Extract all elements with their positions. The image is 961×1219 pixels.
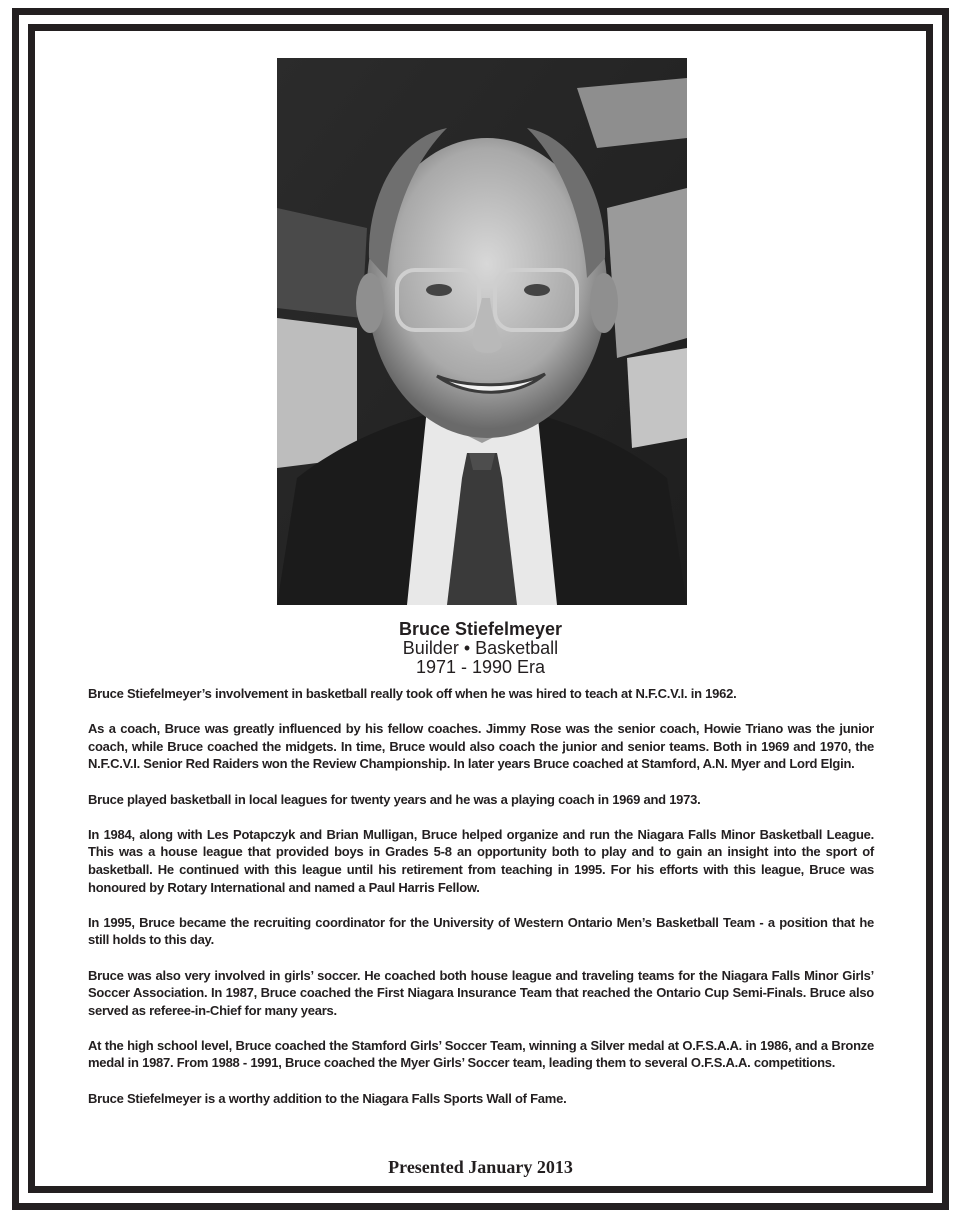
portrait-illustration: [277, 58, 687, 605]
bio-paragraph: Bruce Stiefelmeyer is a worthy addition to the Niagara Falls Sports Wall of Fame.: [88, 1090, 567, 1106]
bio-paragraph: As a coach, Bruce was greatly influenced by his fellow coaches. Jimmy Rose was the senior coach, Howie Triano was the junior coach, while Bruce coached the midgets. In time, Bruce would also coach the junior and senior teams. Both in 1969 and 1970, the N.F.C.V.I. Senior Red Raiders won the Review Championship. In later years Bruce coached at Stamford, A.N. Myer and Lord Elgin.: [88, 721, 874, 772]
inductee-era: 1971 - 1990 Era: [415, 657, 546, 677]
inductee-name: Bruce Stiefelmeyer: [398, 619, 563, 639]
bio-paragraph: Bruce was also very involved in girls’ soccer. He coached both house league and traveling teams for the Niagara Falls Minor Girls’ Soccer Association. In 1987, Bruce coached the First Niagara Insurance Team that reached the Ontario Cup Semi-Finals. Bruce also served as referee-in-Chief for many years.: [88, 967, 874, 1018]
inductee-caption: [0, 619, 961, 677]
bio-paragraph: Bruce Stiefelmeyer’s involvement in basketball really took off when he was hired to teach at N.F.C.V.I. in 1962.: [88, 686, 737, 701]
bio-paragraph: In 1984, along with Les Potapczyk and Brian Mulligan, Bruce helped organize and run the Niagara Falls Minor Basketball League. This was a house league that provided boys in Grades 5-8 an opportunity both to play and to gain an insight into the sport of basketball. He continued with this league until his retirement from teaching in 1995. For his efforts with this league, Bruce was honoured by Rotary International and named a Paul Harris Fellow.: [88, 826, 874, 895]
bio-paragraph: Bruce played basketball in local leagues for twenty years and he was a playing coach in 1969 and 1973.: [88, 791, 701, 807]
portrait-photo: [277, 58, 687, 605]
bio-paragraph: In 1995, Bruce became the recruiting coordinator for the University of Western Ontario Men’s Basketball Team - a position that he still holds to this day.: [88, 914, 874, 948]
inductee-category: Builder • Basketball: [402, 638, 559, 658]
presented-date: Presented January 2013: [388, 1157, 573, 1177]
bio-paragraph: At the high school level, Bruce coached the Stamford Girls’ Soccer Team, winning a Silver medal at O.F.S.A.A. in 1986, and a Bronze medal in 1987. From 1988 - 1991, Bruce coached the Myer Girls’ Soccer team, leading them to several O.F.S.A.A. competitions.: [88, 1037, 874, 1071]
biography: [88, 685, 874, 1125]
